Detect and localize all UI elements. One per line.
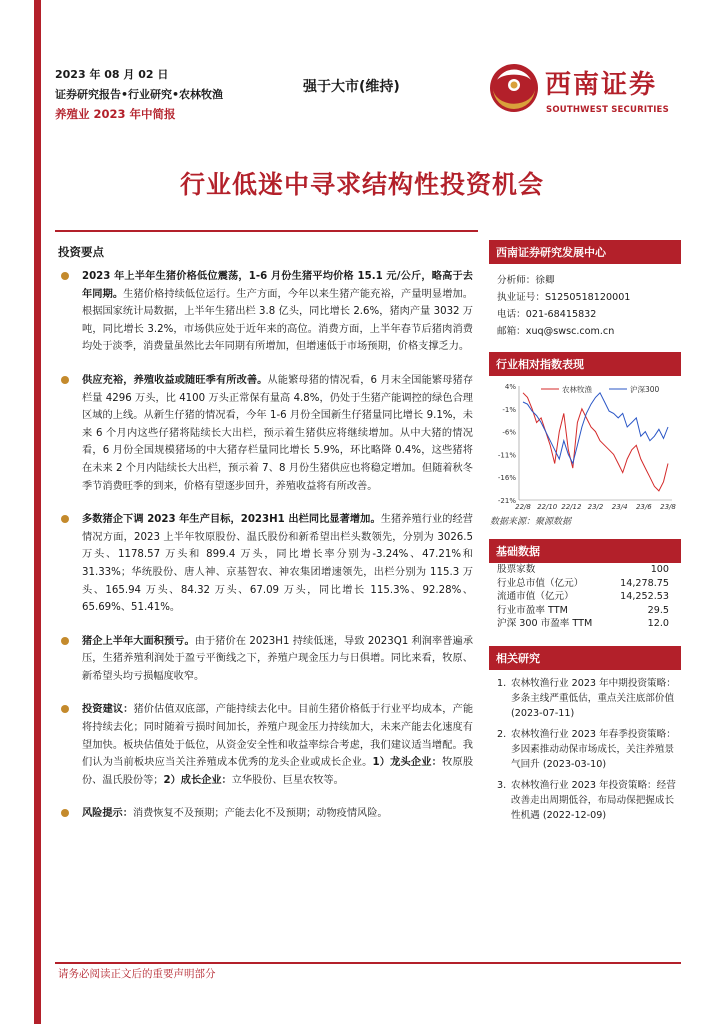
left-accent-bar xyxy=(34,0,41,1024)
analyst-phone: 电话：021-68415832 xyxy=(497,309,597,320)
x-tick-label: 22/12 xyxy=(561,503,582,511)
item-number: 1. xyxy=(497,678,507,689)
row-value: 29.5 xyxy=(647,604,669,616)
footer-disclaimer: 请务必阅读正文后的重要声明部分 xyxy=(58,968,216,980)
y-tick-label: -11% xyxy=(497,451,516,460)
x-tick-label: 23/6 xyxy=(635,503,652,511)
footer-divider xyxy=(55,962,681,964)
logo-emblem-icon xyxy=(487,58,541,118)
bullet-text: 猪价估值双底部，产能持续去化中。目前生猪价格低于行业平均成本，产能将持续去化；同时随着亏损时间加长，养殖户现金压力持续加大，未来产能去化速度有望加快。板块估值处于低位，从资金安全性和收益率综合考虑，我们建议适当增配。我们认为当前板块应当关注养殖成本优秀的龙头企业或成长企业。 xyxy=(82,704,474,769)
y-tick-label: -6% xyxy=(502,428,516,437)
x-tick-label: 22/8 xyxy=(515,503,531,511)
x-tick-label: 23/4 xyxy=(611,503,628,511)
logo-name-en: SOUTHWEST SECURITIES xyxy=(546,105,669,115)
analyst-name: 分析师：徐卿 xyxy=(497,275,555,286)
industry-rating: 强于大市(维持) xyxy=(303,79,400,95)
bullet-dot-icon xyxy=(61,705,69,713)
item-text: 农林牧渔行业 2023 年中期投资策略：多条主线严重低估，重点关注底部价值 (2023-07-11) xyxy=(511,678,676,719)
bullet-dot-icon xyxy=(61,376,69,384)
list-item xyxy=(58,805,473,823)
table-row xyxy=(489,563,681,577)
table-row xyxy=(489,604,681,618)
x-tick-label: 23/8 xyxy=(660,503,676,511)
list-item[interactable] xyxy=(489,676,681,721)
related-research-box xyxy=(489,646,681,823)
bullet-text: 由于猪价在 2023H1 持续低迷，导致 2023Q1 利润率普遍承压，生猪养殖利润处于盈亏平衡线之下，养殖户现金压力与日俱增。同比来看，牧原、新希望头均亏损幅度收窄。 xyxy=(82,635,474,682)
list-item xyxy=(58,701,473,789)
bullet-lead: 2023 年上半年生猪价格低位震荡，1-6 月份生猪平均价格 15.1 元/公斤，略高于去年同期。 xyxy=(82,271,473,300)
legend-label: 沪深300 xyxy=(630,385,660,394)
list-item[interactable] xyxy=(489,727,681,772)
bullet-dot-icon xyxy=(61,515,69,523)
table-row xyxy=(489,577,681,591)
x-tick-label: 22/10 xyxy=(537,503,558,511)
bullet-text: 生猪价格持续低位运行。生产方面，今年以来生猪产能充裕，产量明显增加。根据国家统计局数据，上半年生猪出栏 3.8 亿头，同比增长 2.6%，猪肉产量 3032 万吨，同比增长 3.2%，市场供应处于近年来的高位。消费方面，上半年春节后猪肉消费均处于淡季，消费量虽然比去年同期有所增加，但增速低于市场预期，价格支撑乏力。 xyxy=(82,288,473,353)
list-item xyxy=(58,268,473,356)
analyst-box-title: 西南证券研究发展中心 xyxy=(489,240,681,264)
bullet-text: 立华股份、巨星农牧等。 xyxy=(231,774,344,786)
row-label: 流通市值（亿元） xyxy=(497,591,574,602)
bullet-text: 牧原股份、温氏股份等； xyxy=(82,757,474,786)
analyst-email[interactable]: 邮箱：xuq@swsc.com.cn xyxy=(497,326,615,337)
row-label: 沪深 300 市盈率 TTM xyxy=(497,618,593,629)
row-value: 100 xyxy=(650,564,669,575)
report-title: 行业低迷中寻求结构性投资机会 xyxy=(179,170,544,199)
investment-points-list xyxy=(58,268,473,839)
logo-name-cn: 西南证券 xyxy=(545,70,658,100)
y-tick-label: 4% xyxy=(504,383,516,391)
report-category: 证券研究报告•行业研究•农林牧渔 xyxy=(55,88,224,101)
item-text: 农林牧渔行业 2023 年投资策略：经营改善走出周期低谷，布局动保把握成长性机遇 (2022-12-09) xyxy=(511,780,676,821)
bullet-lead: 供应充裕，养殖收益或随旺季有所改善。 xyxy=(82,374,268,386)
y-tick-label: -1% xyxy=(502,405,516,414)
related-research-title: 相关研究 xyxy=(489,646,681,670)
series-line-1 xyxy=(523,393,668,491)
investment-points-heading: 投资要点 xyxy=(58,245,104,259)
legend-label: 农林牧渔 xyxy=(562,385,592,394)
analyst-box xyxy=(489,240,681,360)
chart-source: 数据来源：聚源数据 xyxy=(490,517,572,527)
bullet-text: 从能繁母猪的情况看，6 月末全国能繁母猪存栏量 4296 万头，比 4100 万头正常保有量高 4.8%，仍处于生猪产能调控的绿色合理区域的上线。从新生仔猪的情况看，今年 1-6 月份全国新生仔猪量同比增长 9.1%，未来 6 个月内这些仔猪将陆续长大出栏，预示着生猪供应将继续增加。从中大猪的情况看，6 月份全国规模猪场的中大猪存栏量同比增长 5.9%，环比略降 0.4%，这些猪将在未来 2 个月内陆续长大出栏，预示着 7、8 月份生猪供应也将稳定增加。但随着秋冬季节消费旺季的到来，价格有望逐步回升，养殖收益将有所改善。 xyxy=(82,374,474,492)
basic-data-box xyxy=(489,539,681,631)
report-subtitle: 养殖业 2023 年中简报 xyxy=(55,107,176,121)
x-tick-label: 23/2 xyxy=(587,503,604,511)
y-tick-label: -21% xyxy=(497,497,516,505)
company-logo xyxy=(487,58,677,124)
chart-canvas xyxy=(489,376,681,516)
bullet-lead: 多数猪企下调 2023 年生产目标，2023H1 出栏同比显著增加。 xyxy=(82,514,381,526)
row-value: 12.0 xyxy=(647,618,669,629)
list-item xyxy=(58,633,473,686)
chart-section-title: 行业相对指数表现 xyxy=(489,352,681,376)
row-label: 股票家数 xyxy=(497,564,536,575)
list-item[interactable] xyxy=(489,778,681,823)
bullet-text: 生猪养殖行业的经营情况方面，2023 上半年牧原股份、温氏股份和新希望出栏头数领先，分别为 3026.5 万头、1178.57 万头和 899.4 万头，同比增长率分别为-3.24%、47.21%和 31.33%；华统股份、唐人神、京基智农、神农集团增速领先，出栏分别为 115.3 万头、165.94 万头、84.32 万头、67.09 万头，同比增长 115.3%、92.28%、65.69%、51.41%。 xyxy=(82,514,473,614)
bullet-lead: 投资建议： xyxy=(82,704,134,716)
row-value: 14,252.53 xyxy=(620,591,669,602)
item-number: 3. xyxy=(497,780,507,791)
report-date: 2023 年 08 月 02 日 xyxy=(55,68,169,81)
list-item xyxy=(58,372,473,495)
row-value: 14,278.75 xyxy=(620,577,669,589)
list-item xyxy=(58,511,473,617)
relative-index-chart xyxy=(489,352,681,516)
bullet-lead: 1）龙头企业： xyxy=(372,757,443,769)
basic-data-title: 基础数据 xyxy=(489,539,681,563)
table-row xyxy=(489,617,681,631)
item-text: 农林牧渔行业 2023 年春季投资策略：多因素推动动保市场成长，关注养殖景气回升 (2023-03-10) xyxy=(511,729,676,770)
y-tick-label: -16% xyxy=(497,474,516,483)
bullet-dot-icon xyxy=(61,809,69,817)
analyst-license: 执业证号：S1250518120001 xyxy=(497,292,631,303)
bullet-lead: 风险提示： xyxy=(82,808,133,820)
bullet-text: 消费恢复不及预期；产能去化不及预期；动物疫情风险。 xyxy=(132,808,388,820)
title-divider xyxy=(55,230,478,232)
item-number: 2. xyxy=(497,729,507,740)
bullet-dot-icon xyxy=(61,637,69,645)
table-row xyxy=(489,590,681,604)
row-label: 行业总市值（亿元） xyxy=(497,577,584,589)
bullet-dot-icon xyxy=(61,272,69,280)
bullet-lead: 猪企上半年大面积预亏。 xyxy=(82,635,195,647)
bullet-lead: 2）成长企业： xyxy=(163,774,232,786)
row-label: 行业市盈率 TTM xyxy=(497,604,568,616)
